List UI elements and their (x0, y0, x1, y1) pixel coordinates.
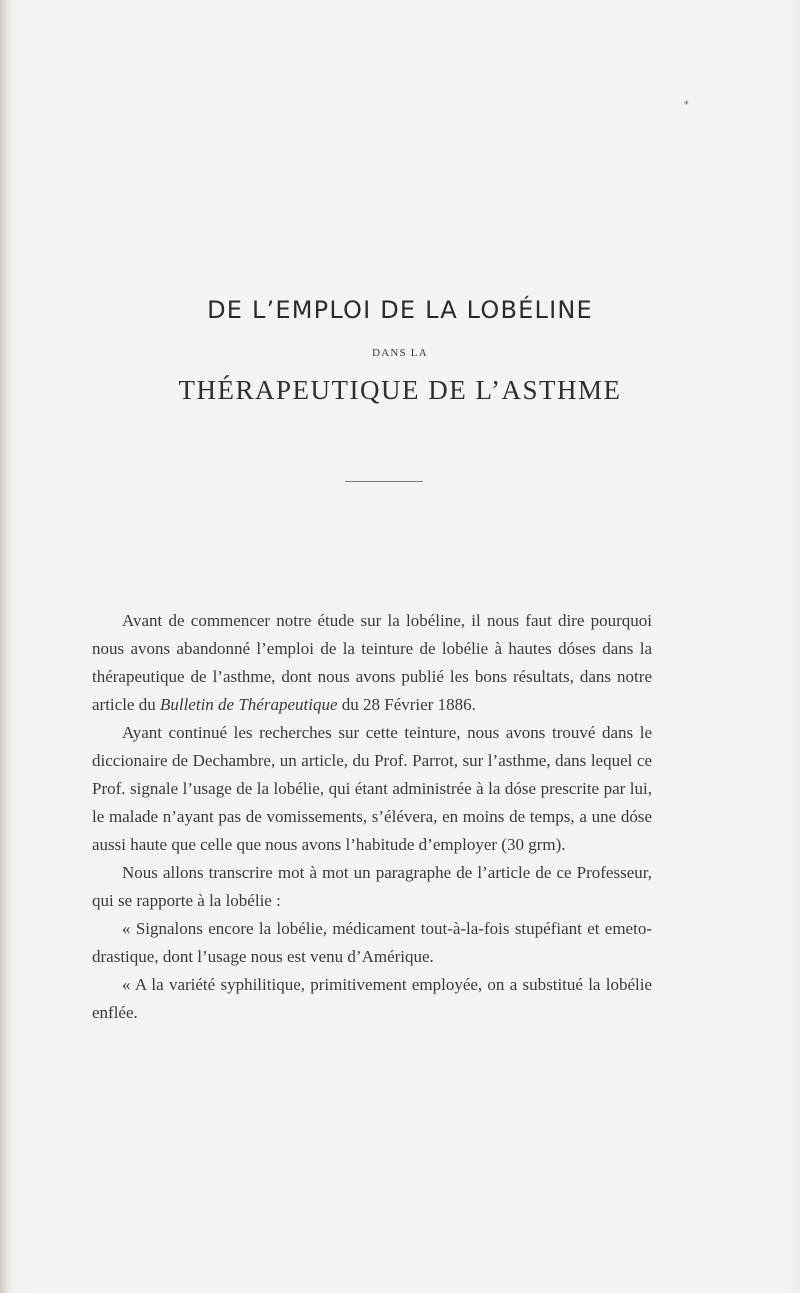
paragraph: Nous allons transcrire mot à mot un paragraphe de l’article de ce Professeur, qui se rapporte à la lobélie : (92, 863, 652, 910)
journal-title: Bulletin de Thérapeutique (159, 695, 338, 714)
document-subtitle-small: DANS LA (372, 347, 428, 359)
binding-gutter (0, 0, 10, 1293)
title-divider (345, 481, 423, 482)
paragraph-text: du 28 Février 1886. (337, 695, 476, 714)
paragraph: Ayant continué les recherches sur cette teinture, nous avons trouvé dans le diccionaire de Dechambre, un article, du Prof. Parrot, sur l’asthme, dans lequel ce Prof. signale l’usage de la lobélie, qui étant administrée à la dóse prescrite par lui, le malade n’ayant pas de vomissements, s’élévera, en moins de temps, a une dóse aussi haute que celle que nous avons l’habitude d’employer (30 grm). (92, 723, 652, 854)
document-subtitle-large: THÉRAPEUTIQUE DE L’ASTHME (178, 375, 622, 405)
paragraph-text: Avant de commencer notre étude sur la lobéline, il nous faut dire pourquoi nous avons abandonné l’emploi de la teinture de lobélie à hautes dóses dans la thérapeutique de l’asthme, dont nous avons publié les bons résultats, dans notre article du (92, 611, 652, 714)
paragraph (92, 607, 652, 719)
paragraph: « Signalons encore la lobélie, médicament tout-à-la-fois stupéfiant et emeto-drastique, dont l’usage nous est venu d’Amérique. (92, 919, 652, 966)
body-text (92, 607, 652, 1027)
document-title: DE L’EMPLOI DE LA LOBÉLINE (207, 296, 593, 324)
page-mark: * (684, 100, 689, 110)
paragraph: « A la variété syphilitique, primitivement employée, on a substitué la lobélie enflée. (92, 975, 652, 1022)
